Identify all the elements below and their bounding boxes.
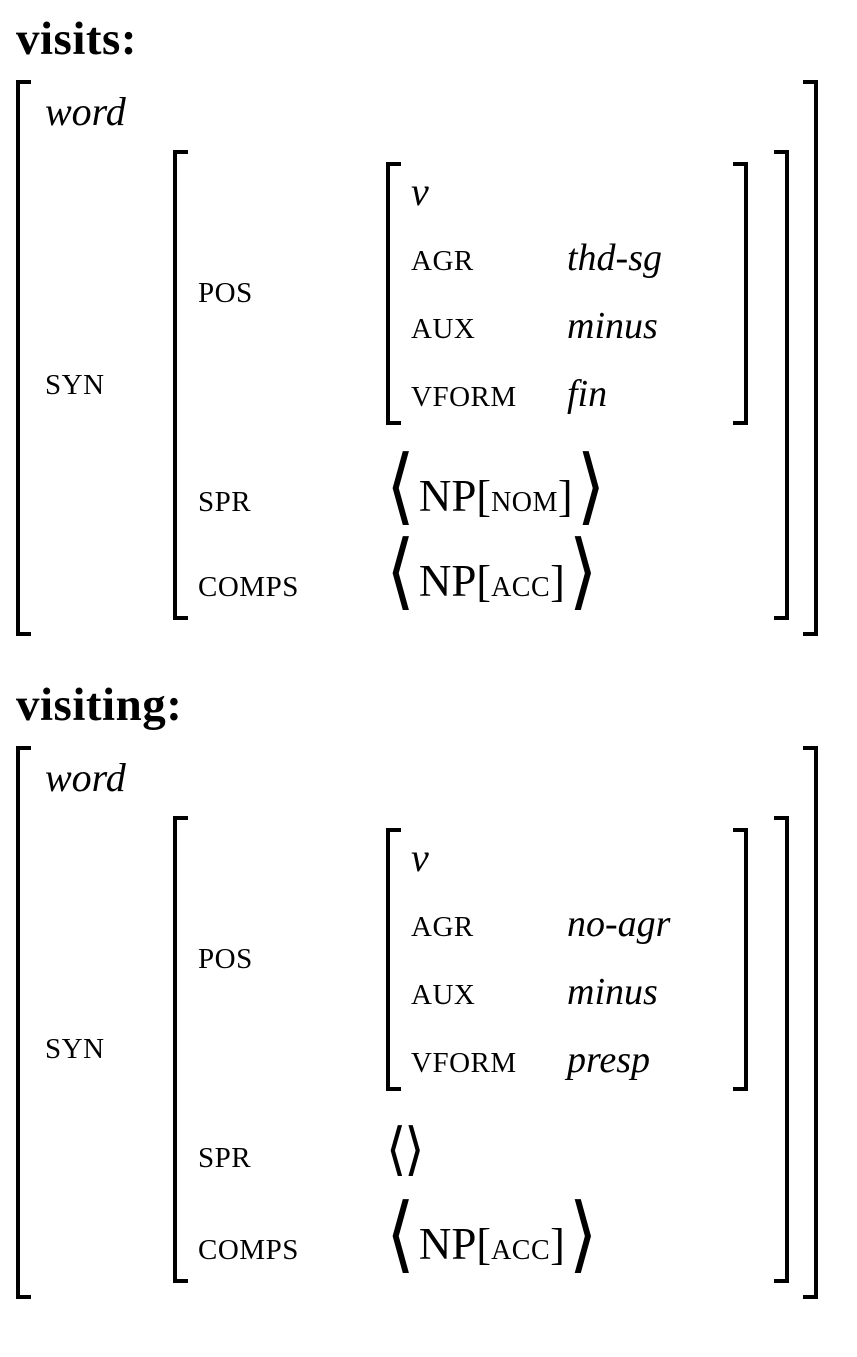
avm-outer-content — [31, 746, 803, 1299]
square-open-icon: [ — [476, 472, 492, 522]
attr-label-comps: COMPS — [198, 1233, 299, 1266]
attr-label-agr: AGR — [411, 910, 474, 943]
angle-close-icon: ⟩ — [568, 522, 598, 619]
angle-open-icon: ⟨ — [386, 438, 415, 535]
attr-label-vform: VFORM — [411, 1046, 517, 1079]
np-symbol: NP — [418, 1218, 477, 1269]
right-bracket-icon — [774, 150, 789, 620]
list-value — [386, 1185, 598, 1283]
feature-row — [411, 904, 725, 946]
left-bracket-icon — [386, 162, 401, 425]
attr-label-comps: COMPS — [198, 570, 299, 603]
avm-syn — [173, 150, 789, 620]
attr-label-vform: VFORM — [411, 380, 517, 413]
right-bracket-icon — [774, 816, 789, 1283]
np-symbol: NP — [418, 555, 477, 606]
np-symbol: NP — [418, 471, 477, 522]
left-bracket-icon — [16, 746, 31, 1299]
type-sort: v — [411, 169, 429, 214]
angle-close-icon: ⟩ — [568, 1185, 598, 1283]
valence-rows — [198, 1117, 598, 1283]
list-value — [386, 522, 598, 619]
feature-row — [411, 238, 725, 280]
case-label: NOM — [491, 487, 558, 519]
comps-row — [198, 522, 605, 619]
attr-label-syn: SYN — [45, 1033, 105, 1066]
valence-rows — [198, 438, 606, 619]
type-sort: v — [411, 834, 429, 880]
left-bracket-icon — [16, 80, 31, 636]
feature-row — [411, 374, 725, 416]
lexical-entry-visiting — [16, 678, 851, 1299]
right-bracket-icon — [733, 828, 748, 1091]
spr-row — [198, 438, 606, 535]
feature-row — [411, 972, 725, 1014]
avm-pos — [386, 162, 748, 425]
type-sort: word — [45, 89, 126, 134]
left-bracket-icon — [173, 816, 188, 1283]
case-label: ACC — [491, 1234, 551, 1266]
avm-pos-content — [401, 162, 733, 425]
attr-value: presp — [567, 1038, 651, 1081]
left-bracket-icon — [386, 828, 401, 1091]
avm-outer-content — [31, 80, 803, 636]
attr-value: thd-sg — [567, 237, 662, 279]
attr-label-pos: POS — [198, 277, 253, 310]
avm-syn-content — [188, 816, 774, 1283]
attr-value: minus — [567, 304, 658, 347]
attr-value: minus — [567, 970, 658, 1013]
list-value-empty — [386, 1117, 423, 1185]
right-bracket-icon — [803, 746, 818, 1299]
syn-row — [45, 150, 789, 620]
square-open-icon: [ — [476, 556, 492, 606]
feature-row — [411, 1040, 725, 1082]
spr-row — [198, 1117, 598, 1185]
square-close-icon: ] — [550, 556, 565, 606]
avm-syn — [173, 816, 789, 1283]
square-close-icon: ] — [557, 472, 573, 522]
headword-title: visits: — [16, 13, 137, 65]
headword-title: visiting: — [16, 678, 183, 731]
pos-row — [198, 162, 748, 425]
angle-open-icon: ⟨ — [386, 522, 415, 619]
avm-outer — [16, 746, 818, 1299]
attr-label-syn: SYN — [45, 368, 105, 401]
right-bracket-icon — [733, 162, 748, 425]
left-bracket-icon — [173, 150, 188, 620]
type-sort: word — [45, 754, 126, 800]
case-label: ACC — [491, 571, 551, 603]
list-value — [386, 438, 606, 535]
syn-row — [45, 816, 789, 1283]
attr-label-spr: SPR — [198, 486, 252, 519]
attr-value: fin — [567, 372, 608, 415]
right-bracket-icon — [803, 80, 818, 636]
comps-row — [198, 1185, 598, 1283]
attr-label-spr: SPR — [198, 1142, 252, 1175]
attr-label-agr: AGR — [411, 245, 474, 277]
pos-row — [198, 828, 748, 1091]
angle-close-icon: ⟩ — [576, 438, 606, 535]
attr-label-pos: POS — [198, 943, 253, 976]
avm-outer — [16, 80, 818, 636]
avm-pos-content — [401, 828, 733, 1091]
lexical-entry-visits — [16, 12, 851, 636]
square-open-icon: [ — [476, 1219, 492, 1269]
attr-label-aux: AUX — [411, 978, 476, 1011]
square-close-icon: ] — [550, 1219, 565, 1269]
attr-value: no-agr — [567, 902, 671, 945]
attr-label-aux: AUX — [411, 312, 476, 345]
feature-row — [411, 306, 725, 348]
avm-syn-content — [188, 150, 774, 620]
avm-pos — [386, 828, 748, 1091]
empty-list-icon: ⟨⟩ — [386, 1117, 423, 1184]
angle-open-icon: ⟨ — [386, 1185, 415, 1283]
